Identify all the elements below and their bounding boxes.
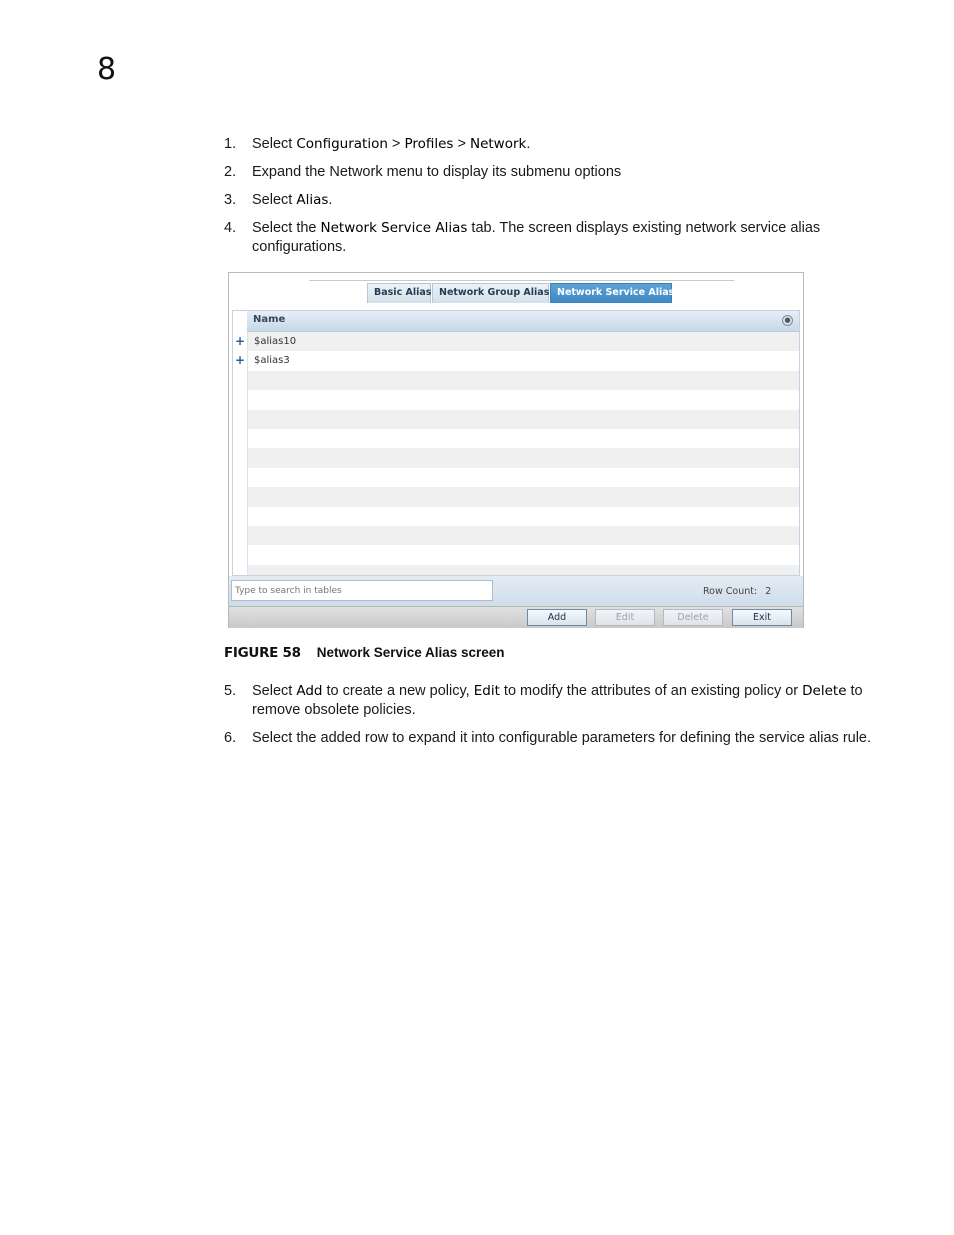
row-count-label: Row Count: <box>703 586 758 597</box>
step-text: > <box>453 136 470 152</box>
step-text: > <box>387 136 405 152</box>
step-text: to modify the attributes of an existing policy or <box>499 683 803 699</box>
table-cell <box>248 487 799 506</box>
table-cell <box>248 507 799 526</box>
step-item <box>224 729 874 748</box>
delete-button[interactable]: Delete <box>663 609 723 626</box>
row-count <box>703 586 771 597</box>
step-text: Select the added row to expand it into configurable parameters for defining the service alias rule. <box>252 730 872 746</box>
table-row <box>233 448 799 467</box>
table-row <box>233 545 799 564</box>
column-header-name[interactable]: Name <box>253 314 286 325</box>
action-bar <box>229 606 803 628</box>
alias-tabs <box>367 283 673 303</box>
step-item <box>224 219 874 257</box>
table-cell <box>248 371 799 390</box>
edit-button[interactable]: Edit <box>595 609 655 626</box>
table-cell <box>248 448 799 467</box>
step-text: Expand the Network menu to display its submenu options <box>252 164 622 180</box>
step-keyword: Profiles <box>404 136 454 152</box>
step-text: tab. The screen displays existing network service alias configurations. <box>252 220 821 255</box>
row-count-value: 2 <box>765 586 772 597</box>
table-row <box>233 371 799 390</box>
step-item <box>224 682 874 720</box>
tab-divider <box>309 280 734 281</box>
table-row <box>233 507 799 526</box>
alias-table <box>232 310 800 576</box>
step-keyword: Network Service Alias <box>320 220 468 236</box>
add-button[interactable]: Add <box>527 609 587 626</box>
table-row <box>233 390 799 409</box>
step-text: Select the <box>252 220 321 236</box>
alias-name: $alias3 <box>254 355 290 367</box>
chapter-number: 8 <box>97 52 117 87</box>
figure-label: FIGURE 58 <box>224 645 301 661</box>
step-text: to create a new policy, <box>322 683 474 699</box>
table-row <box>233 410 799 429</box>
table-row <box>233 487 799 506</box>
step-text: Select <box>252 136 297 152</box>
step-item <box>224 191 874 210</box>
step-number: 1. <box>224 136 237 152</box>
step-item <box>224 135 874 154</box>
plus-icon[interactable]: + <box>235 334 246 348</box>
table-cell <box>248 410 799 429</box>
step-keyword: Edit <box>473 683 500 699</box>
table-row[interactable] <box>233 351 799 370</box>
exit-button[interactable]: Exit <box>732 609 792 626</box>
table-row <box>233 468 799 487</box>
tab-network-service-alias[interactable]: Network Service Alias <box>550 283 672 303</box>
step-text: . <box>328 192 333 208</box>
step-keyword: Configuration <box>296 136 388 152</box>
table-cell <box>248 332 799 351</box>
step-item <box>224 163 874 182</box>
figure-caption <box>224 645 505 661</box>
table-footer <box>229 576 803 606</box>
step-number: 2. <box>224 164 237 180</box>
table-cell <box>248 429 799 448</box>
step-number: 3. <box>224 192 237 208</box>
step-text: Select <box>252 192 297 208</box>
table-cell <box>248 526 799 545</box>
table-row <box>233 565 799 576</box>
table-cell <box>248 351 799 370</box>
step-number: 5. <box>224 683 237 699</box>
step-keyword: Delete <box>802 683 847 699</box>
steps-list-after <box>224 682 874 757</box>
step-keyword: Network <box>469 136 527 152</box>
table-row[interactable] <box>233 332 799 351</box>
step-text: to remove obsolete policies. <box>252 683 863 718</box>
tab-network-group-alias[interactable]: Network Group Alias <box>432 283 549 303</box>
figure-title: Network Service Alias screen <box>316 645 505 660</box>
step-keyword: Add <box>296 683 323 699</box>
steps-list-before <box>224 135 874 266</box>
table-cell <box>248 545 799 564</box>
table-search-input[interactable] <box>231 580 493 601</box>
alias-name: $alias10 <box>254 336 297 347</box>
step-number: 4. <box>224 220 237 236</box>
table-row <box>233 429 799 448</box>
table-row <box>233 526 799 545</box>
table-rows <box>233 332 799 576</box>
step-text: Select <box>252 683 297 699</box>
step-number: 6. <box>224 730 237 746</box>
table-cell <box>248 565 799 576</box>
table-header <box>247 311 799 332</box>
network-service-alias-screenshot <box>228 272 804 628</box>
plus-icon[interactable]: + <box>235 353 246 368</box>
table-cell <box>248 390 799 409</box>
step-keyword: Alias <box>296 192 329 208</box>
column-options-icon[interactable]: ● <box>782 315 793 326</box>
table-cell <box>248 468 799 487</box>
tab-basic-alias[interactable]: Basic Alias <box>367 283 431 303</box>
step-text: . <box>526 136 531 152</box>
